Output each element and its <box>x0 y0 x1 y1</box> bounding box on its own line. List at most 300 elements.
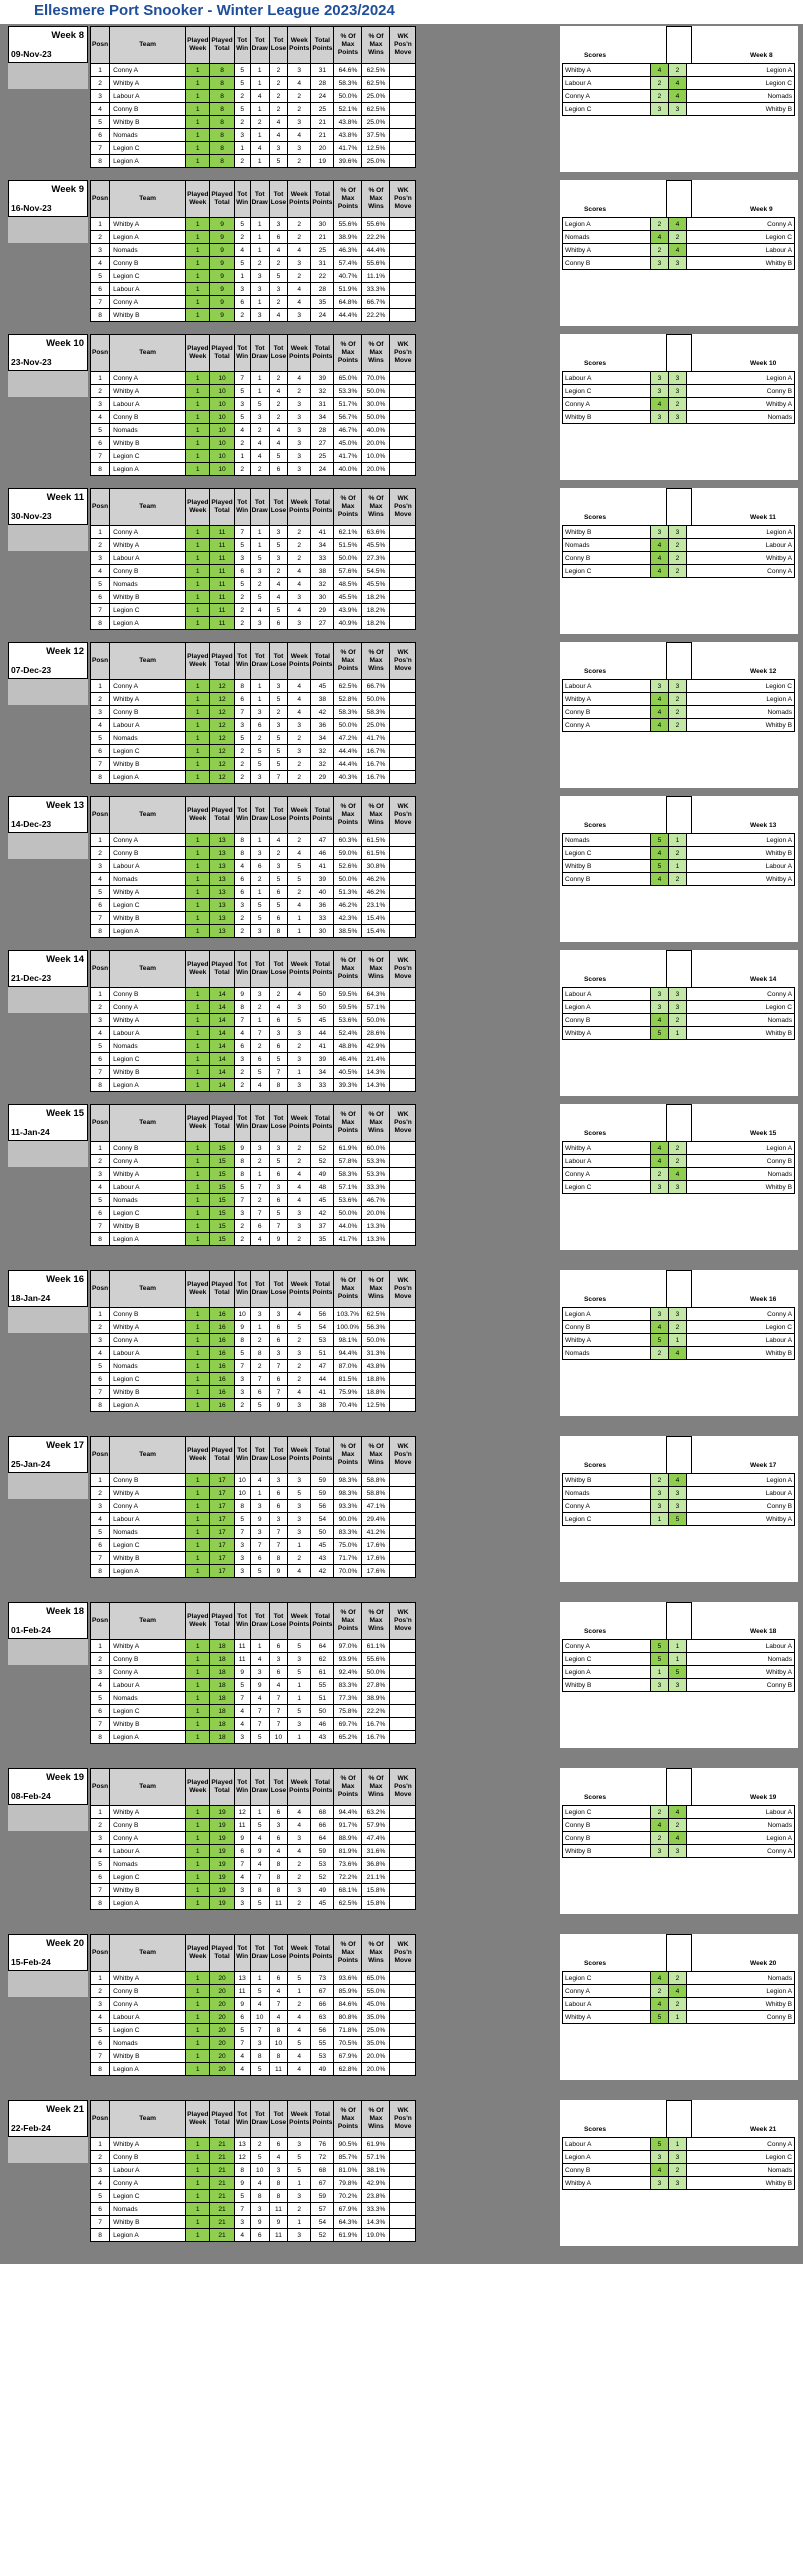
table-cell: 1 <box>186 1640 210 1653</box>
table-cell: 55.6% <box>334 218 362 231</box>
fixture-row <box>563 64 795 77</box>
table-cell: 58.3% <box>334 706 362 719</box>
table-cell: 16 <box>210 1373 234 1386</box>
week-date: 18-Jan-24 <box>11 1293 51 1303</box>
away-score: 2 <box>669 873 687 886</box>
table-cell: 3 <box>250 2037 269 2050</box>
table-cell: 10 <box>269 2037 287 2050</box>
table-cell: 3 <box>288 1001 311 1014</box>
table-cell: 53 <box>311 2050 334 2063</box>
table-cell <box>390 270 416 283</box>
table-cell: 2 <box>91 847 110 860</box>
table-cell: 3 <box>288 1347 311 1360</box>
table-cell: Legion A <box>110 771 186 784</box>
table-cell: 56.7% <box>334 411 362 424</box>
table-cell: 1 <box>186 1692 210 1705</box>
home-team: Whitby B <box>563 1474 651 1487</box>
table-cell: 3 <box>288 64 311 77</box>
table-cell: 8 <box>210 155 234 168</box>
away-score: 1 <box>669 834 687 847</box>
table-row <box>91 1181 416 1194</box>
table-cell: 6 <box>234 873 250 886</box>
weeks-container <box>0 24 803 2264</box>
column-header: Played Week <box>186 181 210 218</box>
fixture-row <box>563 2011 795 2024</box>
home-score: 5 <box>651 860 669 873</box>
table-cell: 16.7% <box>362 1718 390 1731</box>
table-cell <box>390 1884 416 1897</box>
column-header: Tot Lose <box>269 797 287 834</box>
table-row <box>91 886 416 899</box>
table-row <box>91 1053 416 1066</box>
table-row <box>91 1552 416 1565</box>
table-cell: 21.4% <box>362 1053 390 1066</box>
table-cell: Nomads <box>110 578 186 591</box>
home-score: 3 <box>651 257 669 270</box>
table-cell: 49 <box>311 2063 334 2076</box>
table-cell: 18.8% <box>362 1373 390 1386</box>
table-cell: 1 <box>91 2138 110 2151</box>
table-cell <box>390 1386 416 1399</box>
table-cell: 65.2% <box>334 1731 362 1744</box>
table-cell: 8 <box>210 116 234 129</box>
table-cell: 1 <box>186 398 210 411</box>
week-block <box>0 1932 803 2098</box>
table-cell: 3 <box>288 1399 311 1412</box>
table-cell: 88.9% <box>334 1832 362 1845</box>
table-cell: 2 <box>269 90 287 103</box>
away-score: 2 <box>669 552 687 565</box>
table-row <box>91 1399 416 1412</box>
table-cell: 7 <box>250 2024 269 2037</box>
table-cell <box>390 1731 416 1744</box>
column-header: % Of Max Wins <box>362 1437 390 1474</box>
table-cell: 93.9% <box>334 1653 362 1666</box>
table-cell: 34 <box>311 732 334 745</box>
table-cell: Labour A <box>110 1027 186 1040</box>
table-cell: 5 <box>269 270 287 283</box>
column-header: Total Points <box>311 951 334 988</box>
table-cell: 40.0% <box>334 463 362 476</box>
table-cell: 30 <box>311 591 334 604</box>
table-cell: 9 <box>210 270 234 283</box>
home-team: Labour A <box>563 988 651 1001</box>
fixture-row <box>563 2164 795 2177</box>
column-header: % Of Max Wins <box>362 643 390 680</box>
scores-label: Scores <box>584 1130 606 1137</box>
table-cell: 3 <box>91 1998 110 2011</box>
table-cell: 8 <box>250 2190 269 2203</box>
table-cell: 8 <box>234 1168 250 1181</box>
table-cell: 72.2% <box>334 1871 362 1884</box>
table-cell: 38 <box>311 565 334 578</box>
table-cell: 41.7% <box>362 732 390 745</box>
table-cell: 4 <box>269 1845 287 1858</box>
table-cell: 7 <box>234 1014 250 1027</box>
fixture-row <box>563 1474 795 1487</box>
fixture-row <box>563 847 795 860</box>
column-header: Team <box>110 1437 186 1474</box>
table-cell: 28.6% <box>362 1027 390 1040</box>
fixture-row <box>563 1321 795 1334</box>
away-score: 3 <box>669 680 687 693</box>
table-cell: 24 <box>311 90 334 103</box>
fixtures-week-label: Week 8 <box>750 52 773 59</box>
table-cell: 1 <box>250 886 269 899</box>
away-team: Nomads <box>687 1972 795 1985</box>
table-cell: 8 <box>91 1399 110 1412</box>
table-cell: 4 <box>91 873 110 886</box>
table-cell: 3 <box>250 1666 269 1679</box>
table-cell: 2 <box>288 1040 311 1053</box>
table-cell: 53.6% <box>334 1194 362 1207</box>
table-cell: 52.6% <box>334 860 362 873</box>
table-cell: 3 <box>234 283 250 296</box>
table-cell: Whitby A <box>110 2138 186 2151</box>
table-cell <box>390 2229 416 2242</box>
column-header: % Of Max Wins <box>362 335 390 372</box>
fixtures-panel <box>560 488 798 634</box>
table-cell: 39 <box>311 873 334 886</box>
table-cell: 2 <box>234 309 250 322</box>
table-cell: 3 <box>250 1500 269 1513</box>
table-cell: 17.6% <box>362 1552 390 1565</box>
table-cell <box>390 1513 416 1526</box>
table-cell: Conny B <box>110 1819 186 1832</box>
table-cell: Whitby A <box>110 693 186 706</box>
table-cell: Legion C <box>110 1871 186 1884</box>
table-row <box>91 1373 416 1386</box>
table-cell: 4 <box>250 1474 269 1487</box>
league-table <box>90 642 416 784</box>
table-cell: 19 <box>210 1806 234 1819</box>
fixture-row <box>563 1832 795 1845</box>
home-score: 3 <box>651 1679 669 1692</box>
column-header: Tot Lose <box>269 27 287 64</box>
table-cell: Whitby A <box>110 539 186 552</box>
table-cell: 2 <box>288 1155 311 1168</box>
table-cell: Labour A <box>110 1347 186 1360</box>
table-row <box>91 1308 416 1321</box>
table-cell <box>390 1500 416 1513</box>
table-cell: 5 <box>269 745 287 758</box>
table-cell <box>390 309 416 322</box>
table-cell: 29 <box>311 604 334 617</box>
table-cell <box>390 155 416 168</box>
table-cell: 39 <box>311 372 334 385</box>
table-cell: 75.0% <box>334 1539 362 1552</box>
table-cell: 3 <box>288 745 311 758</box>
table-cell: 14 <box>210 1001 234 1014</box>
table-cell: 5 <box>250 2063 269 2076</box>
table-cell: 3 <box>91 860 110 873</box>
table-cell <box>390 385 416 398</box>
table-cell: 18 <box>210 1718 234 1731</box>
table-cell: 5 <box>269 693 287 706</box>
table-row <box>91 270 416 283</box>
away-team: Labour A <box>687 1334 795 1347</box>
away-score: 4 <box>669 1806 687 1819</box>
table-cell: 61.5% <box>362 847 390 860</box>
fixture-row <box>563 526 795 539</box>
home-score: 4 <box>651 1155 669 1168</box>
column-header: Team <box>110 335 186 372</box>
table-cell: 57.9% <box>362 1819 390 1832</box>
table-cell: 2 <box>91 539 110 552</box>
table-cell: 2 <box>91 385 110 398</box>
home-team: Nomads <box>563 834 651 847</box>
table-cell: 61.1% <box>362 1640 390 1653</box>
table-cell: 1 <box>250 680 269 693</box>
week-label: Week 20 <box>46 1938 84 1949</box>
table-row <box>91 1985 416 1998</box>
table-cell: 92.4% <box>334 1666 362 1679</box>
table-row <box>91 1027 416 1040</box>
table-cell: 13 <box>210 899 234 912</box>
fixture-row <box>563 1347 795 1360</box>
table-cell: 5 <box>234 257 250 270</box>
table-cell: 19 <box>210 1819 234 1832</box>
home-score: 5 <box>651 834 669 847</box>
table-cell: 37.5% <box>362 129 390 142</box>
table-cell: 7 <box>234 2037 250 2050</box>
column-header: Week Points <box>288 643 311 680</box>
table-cell: 1 <box>186 1168 210 1181</box>
away-team: Nomads <box>687 2164 795 2177</box>
fixture-row <box>563 411 795 424</box>
table-cell: 8 <box>210 103 234 116</box>
table-cell: 14.3% <box>362 1066 390 1079</box>
table-cell: 14 <box>210 1053 234 1066</box>
home-score: 3 <box>651 1001 669 1014</box>
column-header: Tot Draw <box>250 335 269 372</box>
home-score: 1 <box>651 1513 669 1526</box>
table-row <box>91 1500 416 1513</box>
table-cell: 1 <box>250 155 269 168</box>
home-team: Legion C <box>563 385 651 398</box>
table-cell: Legion A <box>110 925 186 938</box>
table-cell: 8 <box>234 2164 250 2177</box>
table-cell: 21 <box>210 2229 234 2242</box>
table-cell: Nomads <box>110 129 186 142</box>
table-cell: 7 <box>234 372 250 385</box>
table-cell: 27.3% <box>362 552 390 565</box>
column-header: Tot Draw <box>250 1935 269 1972</box>
table-cell: 1 <box>186 424 210 437</box>
table-cell: 19 <box>210 1884 234 1897</box>
table-cell: 3 <box>250 847 269 860</box>
table-cell: 1 <box>186 116 210 129</box>
table-cell: Nomads <box>110 2037 186 2050</box>
away-team: Legion A <box>687 834 795 847</box>
table-cell: 1 <box>186 2216 210 2229</box>
table-cell: 5 <box>269 604 287 617</box>
table-row <box>91 77 416 90</box>
table-cell: 5 <box>234 2190 250 2203</box>
table-cell: 4 <box>250 1079 269 1092</box>
away-score: 2 <box>669 565 687 578</box>
column-header: Tot Win <box>234 1271 250 1308</box>
table-cell: Conny B <box>110 706 186 719</box>
table-cell: 16.7% <box>362 1731 390 1744</box>
table-cell: 1 <box>186 437 210 450</box>
table-cell: 58.3% <box>362 706 390 719</box>
week-date: 07-Dec-23 <box>11 665 52 675</box>
table-cell: 46 <box>311 1718 334 1731</box>
table-cell: 5 <box>91 1858 110 1871</box>
table-cell: 1 <box>186 1819 210 1832</box>
table-cell: Conny A <box>110 1155 186 1168</box>
table-cell: 41 <box>311 1386 334 1399</box>
column-header: Tot Lose <box>269 1271 287 1308</box>
week-header <box>8 1934 88 1971</box>
table-cell: 4 <box>234 244 250 257</box>
table-row <box>91 1233 416 1246</box>
table-cell: 1 <box>186 1207 210 1220</box>
week-header <box>8 1104 88 1141</box>
table-row <box>91 578 416 591</box>
table-cell: 8 <box>91 1079 110 1092</box>
column-header: Total Points <box>311 27 334 64</box>
table-cell: 45 <box>311 1897 334 1910</box>
table-cell: 16.7% <box>362 758 390 771</box>
table-cell: 33.3% <box>362 283 390 296</box>
column-header: Posn <box>91 1105 110 1142</box>
table-cell: 6 <box>250 1053 269 1066</box>
home-score: 3 <box>651 385 669 398</box>
table-cell: 53.3% <box>362 1168 390 1181</box>
week-header <box>8 950 88 987</box>
table-cell: 7 <box>250 1718 269 1731</box>
table-row <box>91 103 416 116</box>
table-cell: 6 <box>269 2138 287 2151</box>
table-cell: 11 <box>210 578 234 591</box>
table-cell: 1 <box>250 526 269 539</box>
table-cell: 54.5% <box>362 565 390 578</box>
home-score: 3 <box>651 988 669 1001</box>
table-cell: 2 <box>250 1040 269 1053</box>
table-cell: 5 <box>269 732 287 745</box>
table-cell <box>390 2138 416 2151</box>
table-cell: 52.1% <box>334 103 362 116</box>
table-cell: 71.7% <box>334 1552 362 1565</box>
table-cell: 1 <box>250 1806 269 1819</box>
table-cell: 39 <box>311 1053 334 1066</box>
table-cell: 52.4% <box>334 1027 362 1040</box>
table-cell: 98.1% <box>334 1334 362 1347</box>
column-header: % Of Max Wins <box>362 489 390 526</box>
table-cell: 59 <box>311 1845 334 1858</box>
scores-label: Scores <box>584 976 606 983</box>
fixture-row <box>563 1666 795 1679</box>
table-cell: 4 <box>288 2011 311 2024</box>
table-cell: 6 <box>91 899 110 912</box>
column-header: WK Pos'n Move <box>390 335 416 372</box>
column-header: Posn <box>91 1769 110 1806</box>
table-cell: Labour A <box>110 1679 186 1692</box>
table-cell: 38.9% <box>362 1692 390 1705</box>
table-cell: 14 <box>210 988 234 1001</box>
table-cell: 3 <box>250 771 269 784</box>
table-cell: 17.6% <box>362 1565 390 1578</box>
table-cell: 1 <box>186 270 210 283</box>
table-cell: 55 <box>311 1679 334 1692</box>
home-team: Nomads <box>563 539 651 552</box>
table-cell: 20.0% <box>362 463 390 476</box>
away-team: Conny B <box>687 1500 795 1513</box>
column-header: Tot Lose <box>269 181 287 218</box>
home-score: 3 <box>651 411 669 424</box>
week-header <box>8 26 88 63</box>
table-cell: Labour A <box>110 1513 186 1526</box>
table-cell: 19 <box>210 1897 234 1910</box>
table-cell: 3 <box>269 1027 287 1040</box>
away-score: 2 <box>669 2164 687 2177</box>
table-cell: Legion C <box>110 745 186 758</box>
table-cell <box>390 693 416 706</box>
table-cell: 3 <box>288 591 311 604</box>
table-cell: 61.9% <box>334 2229 362 2242</box>
table-cell: 1 <box>250 1640 269 1653</box>
column-header: % Of Max Points <box>334 489 362 526</box>
table-cell: 6 <box>91 2203 110 2216</box>
table-cell: 94.4% <box>334 1806 362 1819</box>
table-cell: 4 <box>269 591 287 604</box>
table-cell: 51.5% <box>334 539 362 552</box>
table-cell: 1 <box>186 706 210 719</box>
table-cell: 3 <box>234 1539 250 1552</box>
home-team: Legion C <box>563 1806 651 1819</box>
column-header: Tot Win <box>234 335 250 372</box>
table-cell: 3 <box>269 719 287 732</box>
table-cell: 50.0% <box>334 552 362 565</box>
week-label: Week 21 <box>46 2104 84 2115</box>
table-cell: 23.8% <box>362 2190 390 2203</box>
table-cell: 1 <box>186 1539 210 1552</box>
table-cell: 56 <box>311 1308 334 1321</box>
home-score: 4 <box>651 64 669 77</box>
table-cell: 51.3% <box>334 886 362 899</box>
table-cell: 7 <box>91 758 110 771</box>
table-cell: 43.9% <box>334 604 362 617</box>
table-cell: 12 <box>210 680 234 693</box>
table-cell: 10 <box>269 1731 287 1744</box>
scores-label: Scores <box>584 1794 606 1801</box>
column-header: % Of Max Points <box>334 27 362 64</box>
away-team: Legion A <box>687 693 795 706</box>
column-header: Posn <box>91 2101 110 2138</box>
table-cell: 8 <box>269 2190 287 2203</box>
home-score: 4 <box>651 1142 669 1155</box>
home-team: Labour A <box>563 1155 651 1168</box>
table-cell: 1 <box>186 2203 210 2216</box>
table-cell: 11 <box>234 1819 250 1832</box>
table-cell: 4 <box>288 129 311 142</box>
table-cell: 21 <box>210 2203 234 2216</box>
league-table <box>90 2100 416 2242</box>
home-team: Legion C <box>563 1513 651 1526</box>
table-cell: 4 <box>288 77 311 90</box>
away-team: Conny B <box>687 1679 795 1692</box>
table-cell: 11 <box>234 1985 250 1998</box>
column-header: Team <box>110 1271 186 1308</box>
column-header: Tot Lose <box>269 951 287 988</box>
table-cell: 4 <box>288 1845 311 1858</box>
column-header: Played Week <box>186 489 210 526</box>
column-header: Played Week <box>186 1271 210 1308</box>
table-cell: 35 <box>311 296 334 309</box>
table-cell: 3 <box>250 617 269 630</box>
